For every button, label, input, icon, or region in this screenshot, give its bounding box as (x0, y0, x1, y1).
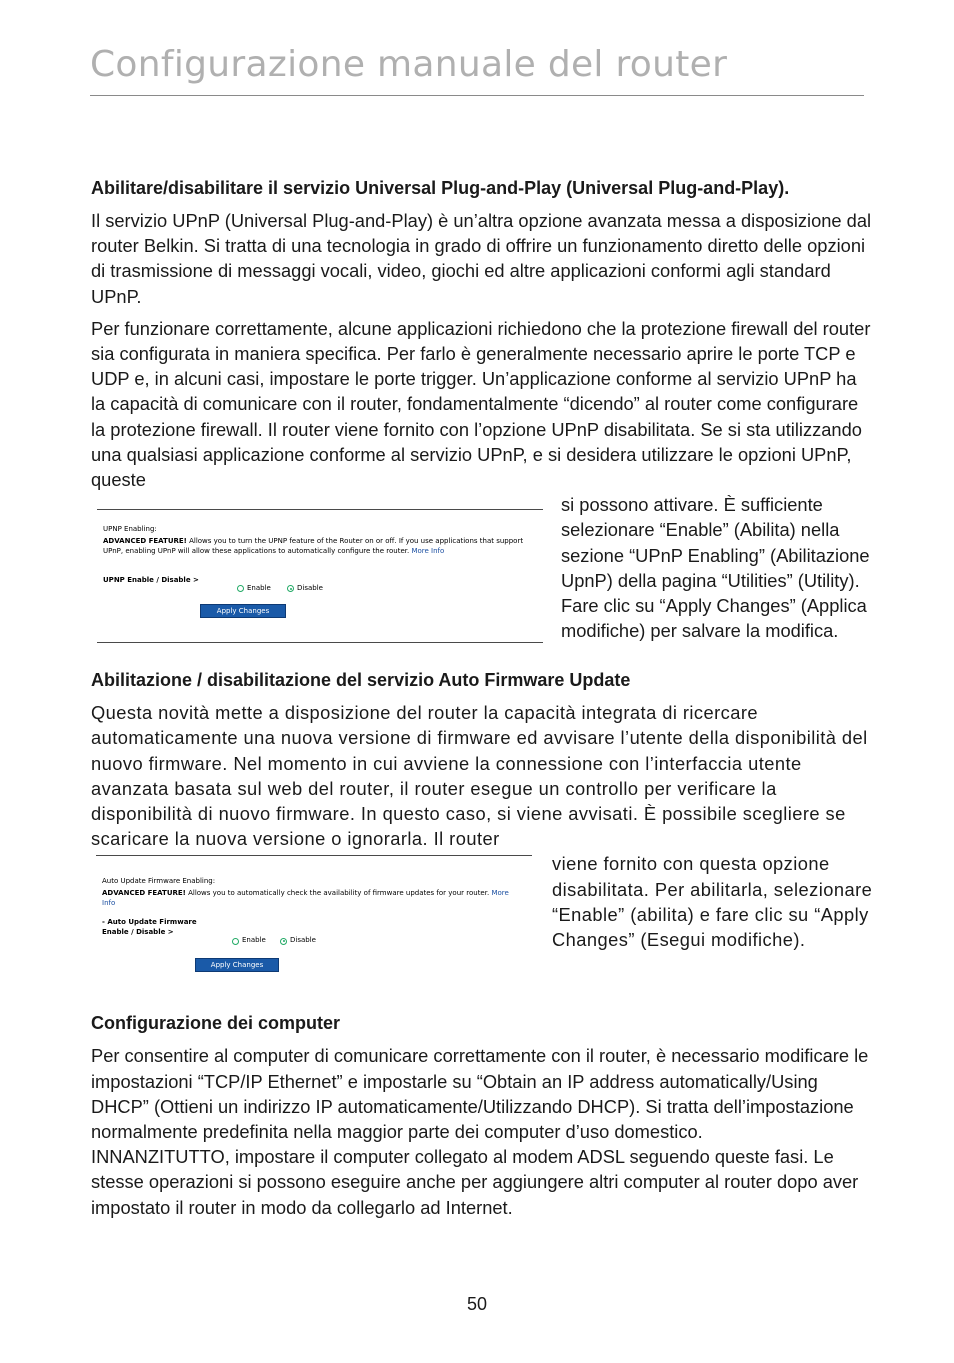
screenshot-title: UPNP Enabling: (103, 525, 157, 534)
firmware-field-label: - Auto Update Firmware Enable / Disable > (102, 918, 197, 937)
screenshot-title: Auto Update Firmware Enabling: (102, 877, 216, 886)
paragraph-upnp-intro: Il servizio UPnP (Universal Plug-and-Play) è un’altra opzione avanzata messa a disposizione dal router Belkin. Si tratta di una tecnologia in grado di offrire un funzionamento diretto delle opzioni di trasmissione di messaggi vocali, video, giochi ed altre applicazioni conformi agli standard UPnP. (91, 210, 872, 307)
paragraph-firmware-instructions: viene fornito con questa opzione disabilitata. Per abilitarla, selezionare “Enable” (abilita) e fare clic su “Apply Changes” (Esegui modifiche). (552, 853, 873, 951)
section-heading-upnp: Abilitare/disabilitare il servizio Universal Plug-and-Play (Universal Plug-and-Play). (91, 178, 790, 198)
paragraph-upnp-instructions: si possono attivare. È sufficiente selezionare “Enable” (Abilita) nella sezione “UPnP Enabling” (Abilitazione UpnP) della pagina “Utilities” (Utility). Fare clic su “Apply Changes” (Applica modifiche) per salvare la modifica. (561, 494, 870, 642)
paragraph-computers-tcpip: Per consentire al computer di comunicare correttamente con il router, è necessario modificare le impostazioni “TCP/IP Ethernet” e impostarle su “Obtain an IP address automatically/Using DHCP” (Ottieni un indirizzo IP automaticamente/Utilizzando DHCP). Si tratta dell’impostazione normalmente predefinita nella maggior parte dei computer d’uso domestico. (91, 1045, 869, 1143)
title-divider (90, 95, 864, 96)
page-title: Configurazione manuale del router (90, 44, 728, 85)
more-info-link[interactable]: More Info (411, 547, 445, 556)
screenshot-description: ADVANCED FEATURE! Allows you to automatically check the availability of firmware updates for your router. More Info (102, 889, 509, 908)
screenshot-top-rule (97, 509, 543, 510)
document-body (91, 176, 873, 1227)
upnp-field-label: UPNP Enable / Disable > (103, 576, 199, 585)
apply-changes-button[interactable]: Apply Changes (195, 958, 279, 972)
radio-enable-icon (237, 585, 244, 592)
radio-enable-icon (232, 938, 239, 945)
paragraph-upnp-firewall: Per funzionare correttamente, alcune applicazioni richiedono che la protezione firewall del router sia configurata in maniera specifica. Per farlo è generalmente necessario aprire le porte TCP e UDP e, in alcuni casi, impostare le porte trigger. Un’applicazione conforme al servizio UPnP ha la capacità di comunicare con il router, fondamentalmente “dicendo” al router come configurare la protezione firewall. Il router viene fornito con l’opzione UPnP disabilitata. Se si sta utilizzando una qualsiasi applicazione conforme al servizio UPnP, e si desidera utilizzare le opzioni UPnP, queste (91, 317, 871, 491)
section-heading-firmware: Abilitazione / disabilitazione del servizio Auto Firmware Update (91, 670, 631, 691)
paragraph-computers-steps: INNANZITUTTO, impostare il computer collegato al modem ADSL seguendo queste fasi. Le stesse operazioni si possono eseguire anche per aggiungere altri computer al router dopo aver impostato il router in modo da collegarlo ad Internet. (91, 1146, 859, 1218)
page-number: 50 (466, 1294, 488, 1314)
radio-enable[interactable]: Enable (237, 576, 271, 601)
more-info-link[interactable]: More Info (102, 889, 509, 908)
advanced-feature-label: ADVANCED FEATURE! (103, 537, 187, 546)
radio-disable[interactable]: Disable (280, 928, 316, 953)
radio-disable-icon (287, 585, 294, 592)
radio-disable[interactable]: Disable (287, 576, 323, 601)
section-heading-computers: Configurazione dei computer (91, 1013, 341, 1034)
apply-changes-button[interactable]: Apply Changes (200, 604, 286, 618)
advanced-feature-label: ADVANCED FEATURE! (102, 889, 186, 898)
firmware-screenshot (96, 853, 532, 981)
screenshot-description: ADVANCED FEATURE! Allows you to turn the UPNP feature of the Router on or off. If you use applications that support UPnP, enabling UPnP will allow these applications to automatically configure the router. More Info (103, 537, 524, 556)
upnp-screenshot (97, 494, 543, 657)
radio-disable-icon (280, 938, 287, 945)
radio-enable[interactable]: Enable (232, 928, 266, 953)
screenshot-bottom-rule (97, 642, 543, 643)
paragraph-firmware-intro: Questa novità mette a disposizione del router la capacità integrata di ricercare automaticamente una nuova versione di firmware ed avvisare l’utente della disponibilità del nuovo firmware. Nel momento in cui avviene la connessione con l’interfaccia utente avanzata basata sul web del router, il router esegue un controllo per verificare la disponibilità di nuovo firmware. In questo caso, si viene avvisati. È possibile scegliere se scaricare la nuova versione o ignorarla. Il router (91, 702, 868, 850)
screenshot-top-rule (96, 855, 532, 856)
